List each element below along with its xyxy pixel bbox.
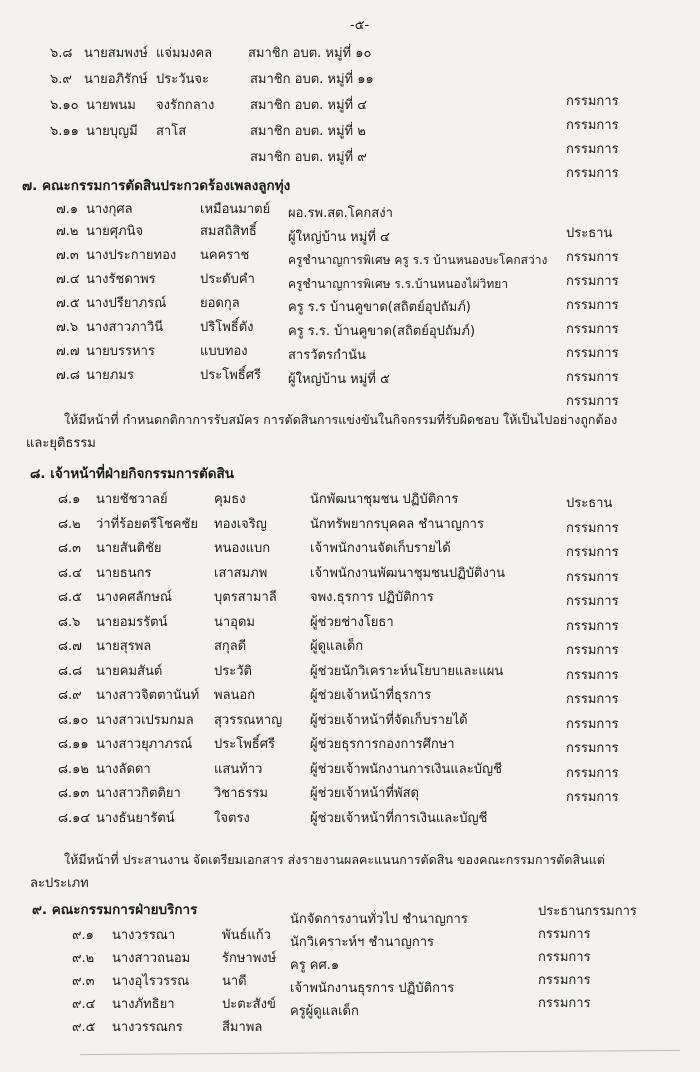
row-position: นักพัฒนาชุมชน ปฏิบัติการ <box>310 492 459 507</box>
row-name: นายภมร <box>86 368 134 383</box>
row-position: ครู ร.ร บ้านคูขาด(สถิตย์อุปถัมภ์) <box>288 300 471 315</box>
row-role: กรรมการ <box>566 618 619 634</box>
row-position: ผู้ดูแลเด็ก <box>310 639 364 654</box>
row-no: ๘.๑๒ <box>58 761 89 777</box>
row-position: สารวัตรกำนัน <box>288 348 366 363</box>
row-surname: นาดี <box>222 974 247 989</box>
row-surname: ทองเจริญ <box>214 516 267 532</box>
row-position: ครู ร.ร. บ้านคูขาด(สถิตย์อุปถัมภ์) <box>288 324 476 339</box>
row-no: ๘.๒ <box>58 516 81 532</box>
row-role: กรรมการ <box>538 973 591 988</box>
row-role: กรรมการ <box>538 927 591 942</box>
row-no: ๘.๗ <box>58 639 82 654</box>
row-role: ประธาน <box>566 226 613 241</box>
row-name: นายสุรพล <box>96 639 152 654</box>
section-heading: ๗. คณะกรรมการตัดสินประกวดร้องเพลงลูกทุ่ง <box>22 178 291 194</box>
row-surname: ยอดกุล <box>200 296 240 311</box>
row-no: ๖.๘ <box>50 46 73 61</box>
row-no: ๘.๑๑ <box>58 737 89 752</box>
row-role: กรรมการ <box>538 950 591 965</box>
row-position: ผอ.รพ.สต.โคกสง่า <box>288 206 393 221</box>
row-surname: นาอุดม <box>214 614 256 630</box>
row-surname: สุวรรณหาญ <box>214 712 283 728</box>
row-position: นักจัดการงานทั่วไป ชำนาญการ <box>290 912 468 927</box>
row-no: ๖.๑๐ <box>50 98 79 113</box>
row-name: นายพนม <box>86 98 136 113</box>
row-role: กรรมการ <box>566 94 619 109</box>
row-surname: สาโส <box>156 124 187 139</box>
bottom-edge-line <box>80 1050 680 1055</box>
row-name: นายชัชวาลย์ <box>96 492 168 507</box>
row-position: เจ้าพนักงานธุรการ ปฏิบัติการ <box>290 981 455 996</box>
row-name: นายสันติชัย <box>96 541 162 556</box>
row-role: ประธาน <box>566 496 613 511</box>
row-surname: วิชาธรรม <box>214 786 268 801</box>
row-surname: รักษาพงษ์ <box>222 951 277 966</box>
row-position: ผู้ช่วยเจ้าหน้าที่จัดเก็บรายได้ <box>310 712 468 728</box>
row-position: ผู้ช่วยเจ้าหน้าที่พัสดุ <box>310 786 419 801</box>
row-no: ๗.๔ <box>56 272 80 287</box>
row-surname: จงรักกลาง <box>156 98 215 113</box>
row-name: นายอภิรักษ์ <box>84 72 148 87</box>
row-surname: สีมาพล <box>222 1020 263 1035</box>
row-no: ๗.๘ <box>56 368 80 383</box>
row-no: ๘.๙ <box>58 688 82 703</box>
row-no: ๗.๓ <box>56 248 79 263</box>
row-surname: ปะตะสังข์ <box>222 997 276 1012</box>
duty-text: ให้มีหน้าที่ กำหนดกติกาการรับสมัคร การตัดสินการแข่งขันในกิจกรรมที่รับผิดชอบ ให้เป็นไปอย่างถูกต้อง <box>64 412 618 427</box>
row-no: ๖.๙ <box>50 72 72 87</box>
row-position: สมาชิก อบต. หมู่ที่ ๑๐ <box>248 46 372 61</box>
row-surname: ประวันจะ <box>156 72 210 87</box>
row-role: กรรมการ <box>566 274 619 289</box>
row-position: ผู้ช่วยนักวิเคราะห์นโยบายและแผน <box>310 663 504 679</box>
row-surname: คุมธง <box>214 492 246 507</box>
row-role: กรรมการ <box>566 790 619 805</box>
row-no: ๘.๕ <box>58 590 83 605</box>
row-role: กรรมการ <box>566 142 619 157</box>
row-role: กรรมการ <box>566 250 619 265</box>
row-no: ๘.๑๐ <box>58 712 89 728</box>
row-name: นางประกายทอง <box>86 248 177 263</box>
row-name: นายอมรรัตน์ <box>96 614 168 630</box>
row-surname: ประดับคำ <box>200 272 255 287</box>
row-role: กรรมการ <box>566 765 619 781</box>
row-name: นางรัชดาพร <box>86 272 156 287</box>
row-role: กรรมการ <box>566 594 619 609</box>
row-no: ๘.๑๔ <box>58 810 91 826</box>
row-role: กรรมการ <box>566 166 619 181</box>
row-name: นางสาวยุภาภรณ์ <box>96 737 193 752</box>
row-no: ๙.๔ <box>72 997 96 1012</box>
row-role: กรรมการ <box>566 298 619 313</box>
row-surname: บุตรสามาลี <box>214 590 277 605</box>
row-surname: แสนท้าว <box>214 761 263 777</box>
row-surname: แบบทอง <box>200 344 248 359</box>
row-name: นางสาวเปรมกมล <box>96 712 194 728</box>
row-surname: ปริโพธิ์ตัง <box>200 320 254 335</box>
row-position: ผู้ช่วยเจ้าหน้าที่การเงินและบัญชี <box>310 810 488 826</box>
row-name: นายคมสันต์ <box>96 663 163 679</box>
row-position: ผู้ใหญ่บ้าน หมู่ที่ ๔ <box>288 230 390 245</box>
row-role: กรรมการ <box>566 520 619 536</box>
duty-text-continued: และยุติธรรม <box>26 436 96 451</box>
row-role: กรรมการ <box>566 322 619 337</box>
row-position: ผู้ช่วยธุรการกองการศึกษา <box>310 737 455 752</box>
row-name: นางสาวถนอม <box>112 951 191 966</box>
row-name: นายบรรหาร <box>86 344 155 359</box>
row-position: นักทรัพยากรบุคคล ชำนาญการ <box>310 516 484 532</box>
row-no: ๗.๕ <box>56 296 80 311</box>
row-no: ๙.๓ <box>72 974 95 989</box>
row-no: ๗.๒ <box>56 224 79 239</box>
row-role: กรรมการ <box>566 716 619 732</box>
row-surname: ประวัติ <box>214 663 252 679</box>
row-surname: เหมือนมาตย์ <box>200 202 271 217</box>
row-role: กรรมการ <box>538 996 591 1011</box>
row-name: นางวรรณา <box>112 928 176 943</box>
row-name: นายธนกร <box>96 565 152 581</box>
row-position: ครูผู้ดูแลเด็ก <box>290 1004 359 1019</box>
row-name: ว่าที่ร้อยตรีโชคชัย <box>96 516 198 532</box>
row-no: ๗.๑ <box>56 202 79 217</box>
row-surname: เสาสมภพ <box>214 565 268 581</box>
row-no: ๘.๑ <box>58 492 81 507</box>
row-position: ครู คศ.๑ <box>290 958 340 973</box>
row-surname: นคคราช <box>200 248 250 263</box>
row-no: ๗.๖ <box>56 320 79 335</box>
row-surname: สมสถิสิทธิ์ <box>200 224 257 239</box>
page-number: -๕- <box>350 18 370 33</box>
section-heading: ๙. คณะกรรมการฝ่ายบริการ <box>32 902 198 918</box>
row-role: กรรมการ <box>566 667 619 683</box>
row-role: ประธานกรรมการ <box>538 904 637 919</box>
row-surname: พลนอก <box>214 688 256 703</box>
row-position: เจ้าพนักงานพัฒนาชุมชนปฏิบัติงาน <box>310 565 506 581</box>
row-position: นักวิเคราะห์ฯ ชำนาญการ <box>290 935 435 950</box>
row-role: กรรมการ <box>566 346 619 361</box>
row-position: สมาชิก อบต. หมู่ที่ ๔ <box>250 98 368 113</box>
row-name: นางวรรณกร <box>112 1020 183 1035</box>
row-name: นางภัทธิยา <box>112 997 175 1012</box>
row-position: ผู้ช่วยช่างโยธา <box>310 614 394 630</box>
row-surname: ประโพธิ์ศรี <box>200 368 261 383</box>
row-name: นางสาวภาวินี <box>86 320 164 335</box>
row-name: นางธันยารัตน์ <box>96 810 175 826</box>
row-name: นายสมพงษ์ <box>84 46 148 61</box>
row-name: นางคศลักษณ์ <box>96 590 172 605</box>
row-no: ๘.๖ <box>58 614 81 630</box>
row-surname: หนองแบก <box>214 541 271 556</box>
row-role: กรรมการ <box>566 545 619 560</box>
row-surname: ประโพธิ์ศรี <box>214 737 275 752</box>
row-position: ผู้ช่วยเจ้าพนักงานการเงินและบัญชี <box>310 761 502 777</box>
row-no: ๘.๘ <box>58 663 83 679</box>
row-no: ๖.๑๑ <box>50 124 79 139</box>
row-role: กรรมการ <box>566 569 619 585</box>
row-position: จพง.ธุรการ ปฏิบัติการ <box>310 590 434 605</box>
row-surname: แจ่มมงคล <box>156 46 213 61</box>
row-position: ครูชำนาญการพิเศษ ครู ร.ร บ้านหนองบะโคกสว่าง <box>288 253 548 267</box>
row-surname: สกุลดี <box>214 639 247 654</box>
row-position: สมาชิก อบต. หมู่ที่ ๒ <box>250 124 366 139</box>
row-name: นางสาวกิตติยา <box>96 786 181 801</box>
row-role: กรรมการ <box>566 643 619 658</box>
row-position: ครูชำนาญการพิเศษ ร.ร.บ้านหนองไผ่วิทยา <box>288 277 509 291</box>
row-role: กรรมการ <box>566 741 619 756</box>
row-name: นางปรียาภรณ์ <box>86 296 167 311</box>
row-no: ๙.๑ <box>72 928 94 943</box>
row-position: สมาชิก อบต. หมู่ที่ ๙ <box>250 150 367 165</box>
row-role: กรรมการ <box>566 118 619 133</box>
row-name: นางสาวจิตตานันท์ <box>96 688 200 703</box>
row-name: นายศุภนิจ <box>86 224 144 239</box>
row-no: ๘.๔ <box>58 565 83 581</box>
row-role: กรรมการ <box>566 692 619 707</box>
row-role: กรรมการ <box>566 394 619 409</box>
row-position: ผู้ใหญ่บ้าน หมู่ที่ ๕ <box>288 372 390 387</box>
duty-text: ให้มีหน้าที่ ประสานงาน จัดเตรียมเอกสาร ส่งรายงานผลคะแนนการตัดสิน ของคณะกรรมการตัดสินแต่ <box>64 852 605 867</box>
row-position: เจ้าพนักงานจัดเก็บรายได้ <box>310 541 451 556</box>
row-surname: พันธ์แก้ว <box>222 928 271 943</box>
row-surname: ใจตรง <box>214 810 250 826</box>
row-position: ผู้ช่วยเจ้าหน้าที่ธุรการ <box>310 688 432 703</box>
row-role: กรรมการ <box>566 370 619 385</box>
duty-text-continued: ละประเภท <box>30 876 89 891</box>
row-no: ๘.๑๓ <box>58 786 90 801</box>
row-name: นายบุญมี <box>86 124 138 139</box>
row-no: ๘.๓ <box>58 541 82 556</box>
row-name: นางลัดดา <box>96 761 151 777</box>
row-no: ๙.๕ <box>72 1020 96 1035</box>
section-heading: ๘. เจ้าหน้าที่ฝ่ายกิจกรรมการตัดสิน <box>30 466 235 482</box>
row-name: นางอุไรวรรณ <box>112 974 190 989</box>
row-no: ๗.๗ <box>56 344 80 359</box>
row-no: ๙.๒ <box>72 951 95 966</box>
row-name: นางกุศล <box>86 202 133 217</box>
row-position: สมาชิก อบต. หมู่ที่ ๑๑ <box>250 72 374 87</box>
